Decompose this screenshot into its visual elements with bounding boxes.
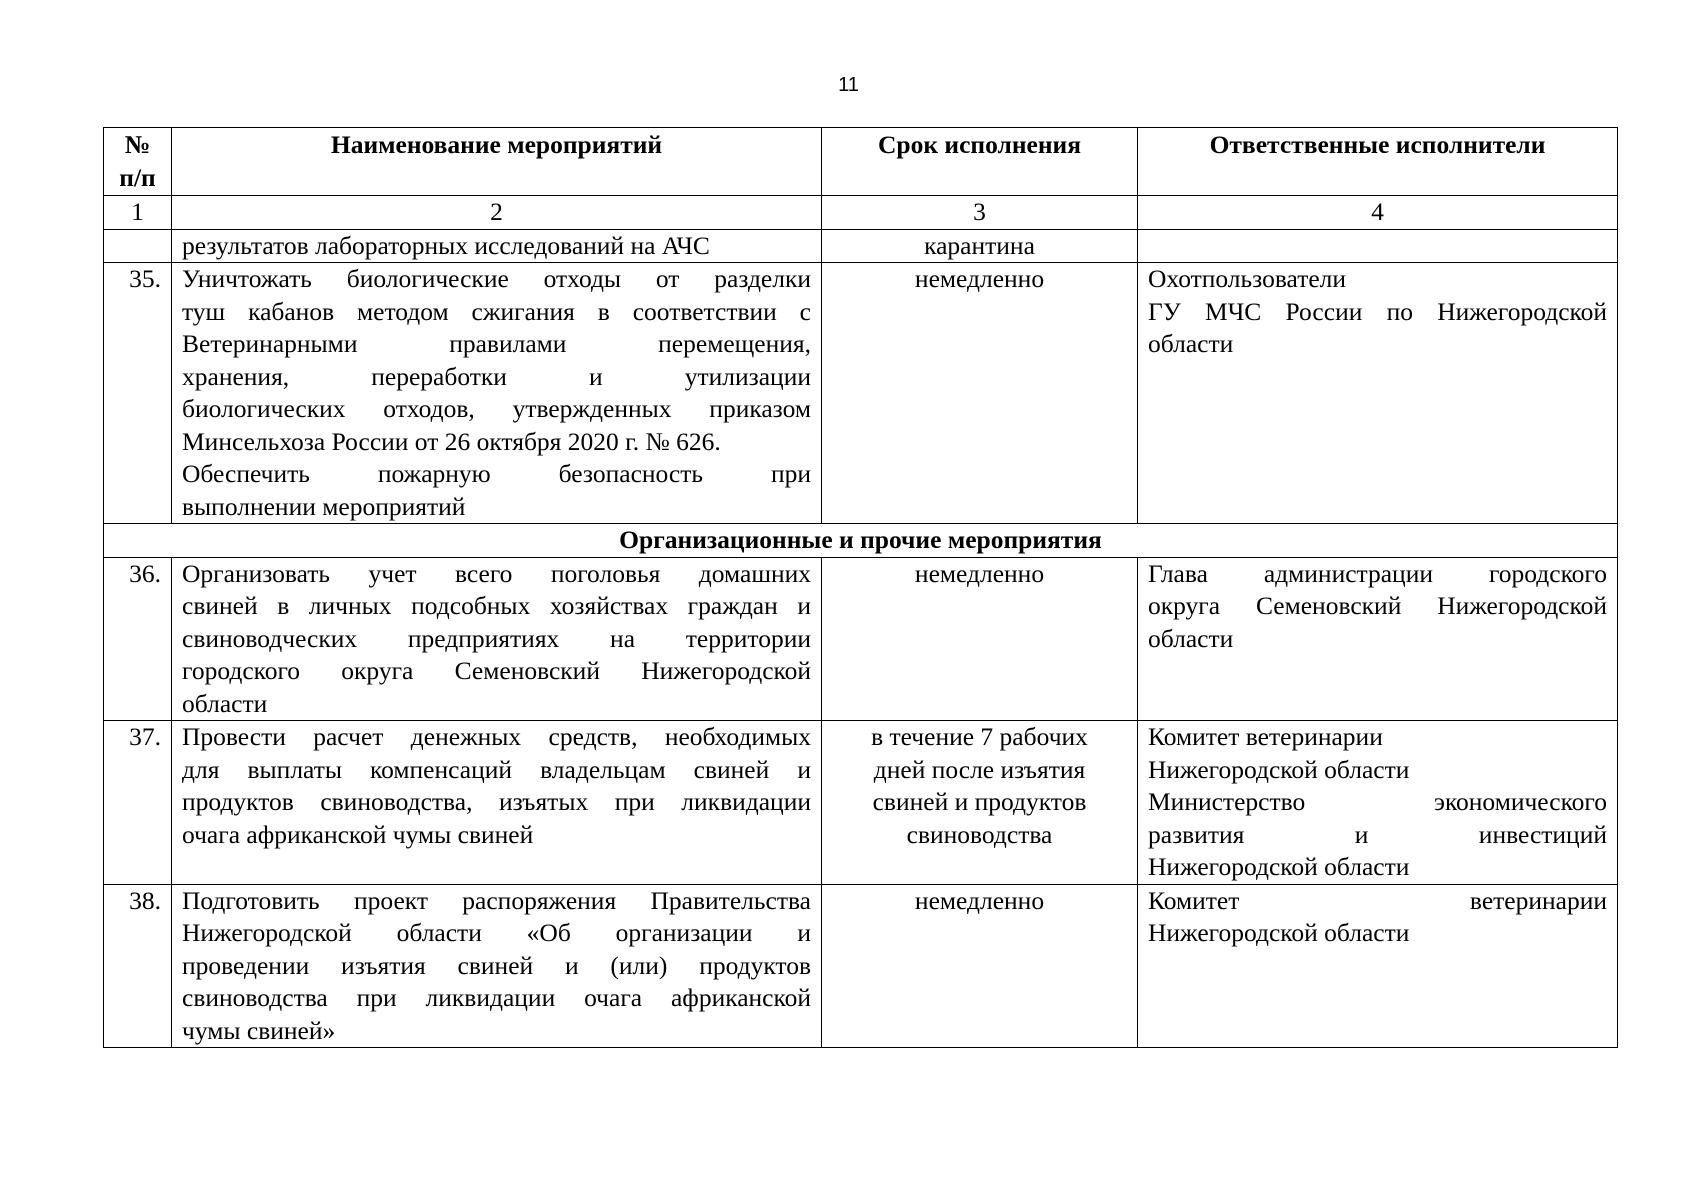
column-index: 3 <box>822 196 1138 230</box>
row-responsible-line: ГУ МЧС России по Нижегородской <box>1148 296 1607 326</box>
column-index: 4 <box>1138 196 1618 230</box>
table-row-38 <box>104 884 1618 1048</box>
table-row-37 <box>104 721 1618 885</box>
row-name-line: чумы свиней» <box>182 1015 336 1045</box>
row-deadline-line: дней после изъятия <box>873 754 1086 784</box>
row-name-line: очага африканской чумы свиней <box>182 819 534 849</box>
row-name-line: хранения, переработки и утилизации <box>182 361 811 391</box>
row-name-line: городского округа Семеновский Нижегородской <box>182 656 811 685</box>
row-number: 38. <box>104 884 172 1048</box>
section-title: Организационные и прочие мероприятия <box>104 524 1618 558</box>
row-responsible-line: Охотпользователи <box>1148 264 1347 293</box>
row-deadline-line: свиней и продуктов <box>872 787 1087 816</box>
row-responsible <box>1138 884 1618 1048</box>
row-responsible-line: Комитет ветеринарии <box>1148 885 1607 915</box>
row-name <box>172 263 822 524</box>
row-responsible-line: развития и инвестиций <box>1148 819 1607 849</box>
row-number: 36. <box>104 557 172 721</box>
table-header-row <box>104 128 1618 196</box>
row-name-line: Обеспечить пожарную безопасность при <box>182 459 811 488</box>
measures-table <box>103 127 1618 1048</box>
row-name <box>172 884 822 1048</box>
row-deadline <box>822 721 1138 885</box>
row-name-line: туш кабанов методом сжигания в соответствии с <box>182 296 811 326</box>
header-name: Наименование мероприятий <box>172 128 822 196</box>
table-row-36 <box>104 557 1618 721</box>
row-responsible <box>1138 229 1618 263</box>
row-name-line: свиноводства при ликвидации очага африканской <box>182 983 811 1012</box>
row-deadline: немедленно <box>822 263 1138 524</box>
row-responsible-line: Министерство экономического <box>1148 787 1607 816</box>
page-number: 11 <box>838 74 859 96</box>
row-name-line: Ветеринарными правилами перемещения, <box>182 329 811 358</box>
row-responsible-line: Нижегородской области <box>1148 852 1410 881</box>
row-name-line: области <box>182 688 268 718</box>
row-name: результатов лабораторных исследований на АЧС <box>172 229 822 263</box>
row-name-line: Провести расчет денежных средств, необходимых <box>182 722 811 751</box>
row-deadline: карантина <box>822 229 1138 263</box>
row-name-line: выполнении мероприятий <box>182 491 466 521</box>
row-number: 37. <box>104 721 172 885</box>
row-name-line: Организовать учет всего поголовья домашних <box>182 558 811 588</box>
row-responsible-line: Комитет ветеринарии <box>1148 722 1383 751</box>
row-name <box>172 557 822 721</box>
row-responsible <box>1138 721 1618 885</box>
row-name-line: для выплаты компенсаций владельцам свиней и <box>182 754 811 784</box>
row-responsible <box>1138 263 1618 524</box>
header-deadline: Срок исполнения <box>822 128 1138 196</box>
row-name-line: Уничтожать биологические отходы от разделки <box>182 264 811 293</box>
row-name-line: Минсельхоза России от 26 октября 2020 г. № 626. <box>182 426 721 456</box>
row-responsible-line: Глава администрации городского <box>1148 558 1607 588</box>
row-deadline: немедленно <box>822 557 1138 721</box>
row-responsible <box>1138 557 1618 721</box>
row-name-line: проведении изъятия свиней и (или) продуктов <box>182 950 811 980</box>
section-title-row <box>104 524 1618 558</box>
column-index: 1 <box>104 196 172 230</box>
row-deadline-line: свиноводства <box>906 819 1053 849</box>
header-number-line: № <box>124 130 151 159</box>
column-index-row <box>104 196 1618 230</box>
row-name-line: свиней в личных подсобных хозяйствах граждан и <box>182 591 811 620</box>
row-name-line: Нижегородской области «Об организации и <box>182 918 811 947</box>
row-name <box>172 721 822 885</box>
row-number: 35. <box>104 263 172 524</box>
row-responsible-line: области <box>1148 623 1234 653</box>
row-responsible-line: Нижегородской области <box>1148 754 1410 784</box>
row-name-line: свиноводческих предприятиях на территории <box>182 623 811 653</box>
table-row-continuation <box>104 229 1618 263</box>
row-responsible-line: области <box>1148 329 1234 358</box>
row-name-line: Подготовить проект распоряжения Правительства <box>182 885 811 915</box>
header-number-line: п/п <box>119 162 156 192</box>
row-deadline-line: в течение 7 рабочих <box>871 722 1088 751</box>
table-row-35 <box>104 263 1618 524</box>
row-name-line <box>182 851 811 884</box>
header-responsible: Ответственные исполнители <box>1138 128 1618 196</box>
row-name-line: продуктов свиноводства, изъятых при ликвидации <box>182 787 811 816</box>
header-number <box>104 128 172 196</box>
row-responsible-line: округа Семеновский Нижегородской <box>1148 591 1607 620</box>
row-responsible-line: Нижегородской области <box>1148 918 1410 947</box>
row-deadline: немедленно <box>822 884 1138 1048</box>
row-number <box>104 229 172 263</box>
row-name-line: биологических отходов, утвержденных приказом <box>182 394 811 423</box>
column-index: 2 <box>172 196 822 230</box>
